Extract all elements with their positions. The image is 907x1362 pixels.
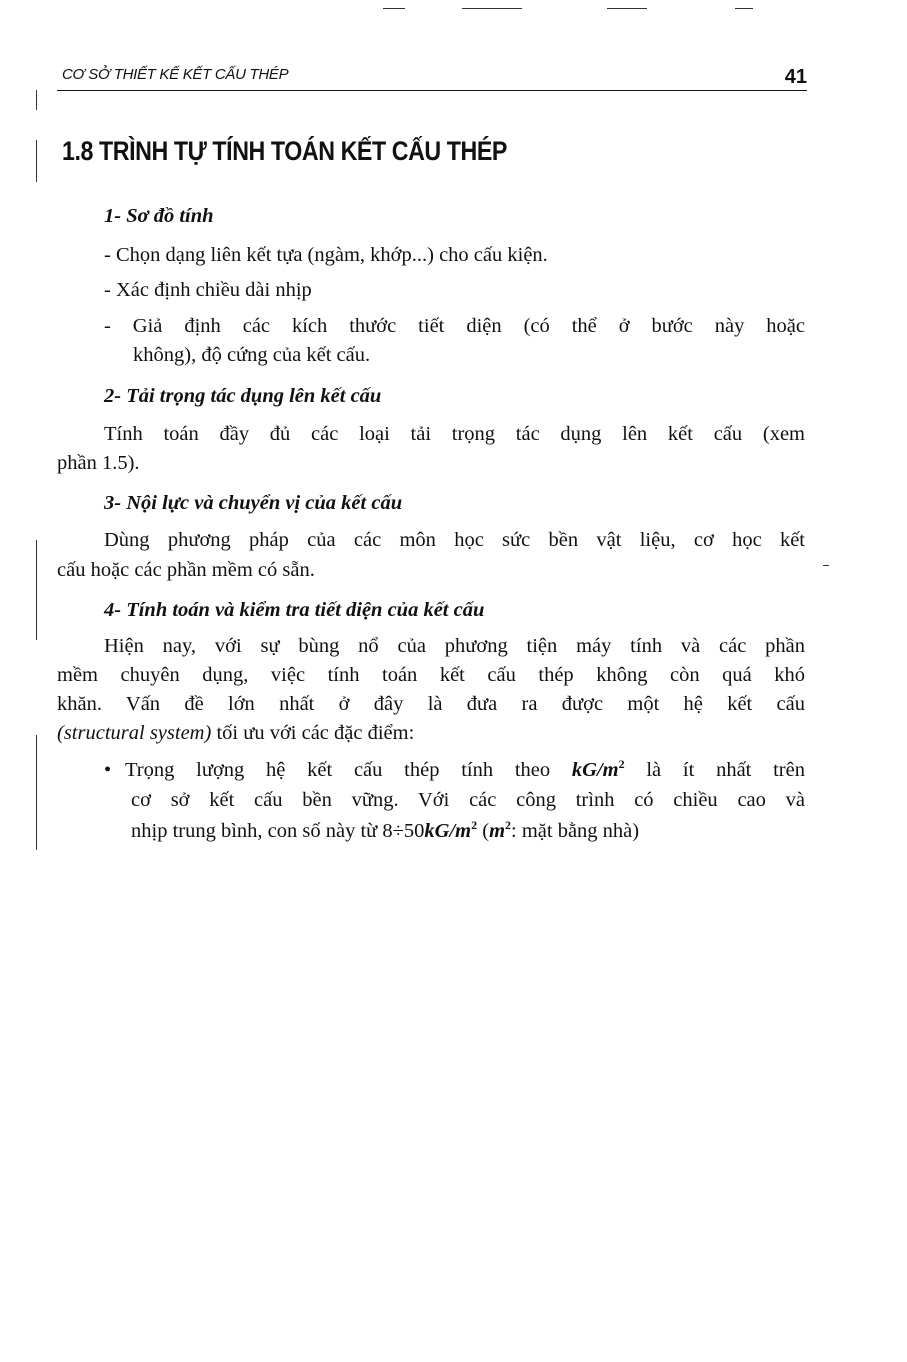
subsection-2-line-1: Tính toán đầy đủ các loại tải trọng tác dụng lên kết cấu (xem bbox=[104, 423, 805, 445]
bullet-line-3-m: m bbox=[489, 820, 506, 842]
subsection-4-line-4-rest: tối ưu với các đặc điểm: bbox=[211, 722, 415, 744]
subsection-4-line-1: Hiện nay, với sự bùng nổ của phương tiện máy tính và các phần bbox=[104, 635, 805, 657]
bullet-line-2: cơ sở kết cấu bền vững. Với các công trình có chiều cao và bbox=[131, 789, 805, 811]
subsection-3-line-2: cấu hoặc các phần mềm có sẵn. bbox=[57, 559, 315, 581]
bullet-line-3-paren: ( bbox=[477, 820, 490, 842]
subsection-1-item-3: - Giả định các kích thước tiết diện (có thể ở bước này hoặc bbox=[104, 315, 805, 337]
bullet-line-3 bbox=[131, 818, 639, 844]
subsection-1-item-3-cont: không), độ cứng của kết cấu. bbox=[133, 344, 371, 366]
running-header bbox=[57, 60, 807, 91]
subsection-4-heading: 4- Tính toán và kiểm tra tiết diện của kết cấu bbox=[104, 599, 485, 621]
scan-mark-left-3 bbox=[36, 540, 37, 640]
running-header-title: CƠ SỞ THIẾT KẾ KẾT CẤU THÉP bbox=[62, 66, 289, 83]
subsection-3-line-1: Dùng phương pháp của các môn học sức bền vật liệu, cơ học kết bbox=[104, 529, 805, 551]
scan-mark-right-1 bbox=[823, 565, 829, 566]
scan-mark-left-1 bbox=[36, 90, 37, 110]
scan-mark-top-4 bbox=[735, 8, 753, 9]
subsection-4-line-3: khăn. Vấn đề lớn nhất ở đây là đưa ra được một hệ kết cấu bbox=[57, 693, 805, 715]
bullet-line-1-unit: kG/m bbox=[571, 759, 619, 781]
subsection-1-item-2: - Xác định chiều dài nhịp bbox=[104, 279, 312, 301]
scan-mark-top-2 bbox=[462, 8, 522, 9]
scan-mark-top-3 bbox=[607, 8, 647, 9]
bullet-line-1-tail: là ít nhất trên bbox=[624, 759, 805, 781]
bullet-line-3-unit: kG/m bbox=[424, 820, 472, 842]
subsection-1-item-1: - Chọn dạng liên kết tựa (ngàm, khớp...) cho cấu kiện. bbox=[104, 244, 548, 266]
bullet-line-3-exponent: 2 bbox=[471, 818, 478, 832]
subsection-3-heading: 3- Nội lực và chuyển vị của kết cấu bbox=[104, 492, 403, 514]
subsection-1-heading: 1- Sơ đồ tính bbox=[104, 205, 214, 227]
structural-system-term: (structural system) bbox=[57, 722, 212, 744]
section-title: 1.8 TRÌNH TỰ TÍNH TOÁN KẾT CẤU THÉP bbox=[62, 136, 507, 166]
scan-mark-left-2 bbox=[36, 140, 37, 182]
page-number: 41 bbox=[784, 66, 807, 88]
subsection-4-line-4 bbox=[57, 720, 414, 746]
bullet-line-3-tail: : mặt bằng nhà) bbox=[511, 820, 640, 842]
bullet-symbol: • bbox=[104, 759, 112, 781]
bullet-line-1-exponent: 2 bbox=[618, 757, 625, 771]
subsection-4-line-2: mềm chuyên dụng, việc tính toán kết cấu thép không còn quá khó bbox=[57, 664, 805, 686]
subsection-2-heading: 2- Tải trọng tác dụng lên kết cấu bbox=[104, 385, 382, 407]
subsection-2-line-2: phần 1.5). bbox=[57, 452, 140, 474]
scan-mark-top-1 bbox=[383, 8, 405, 9]
bullet-line-3-text: nhịp trung bình, con số này từ 8÷50 bbox=[131, 820, 425, 842]
bullet-line-3-m-exponent: 2 bbox=[505, 818, 512, 832]
bullet-line-1 bbox=[125, 757, 805, 783]
bullet-line-1-text: Trọng lượng hệ kết cấu thép tính theo bbox=[125, 759, 572, 781]
scan-mark-left-4 bbox=[36, 735, 37, 850]
